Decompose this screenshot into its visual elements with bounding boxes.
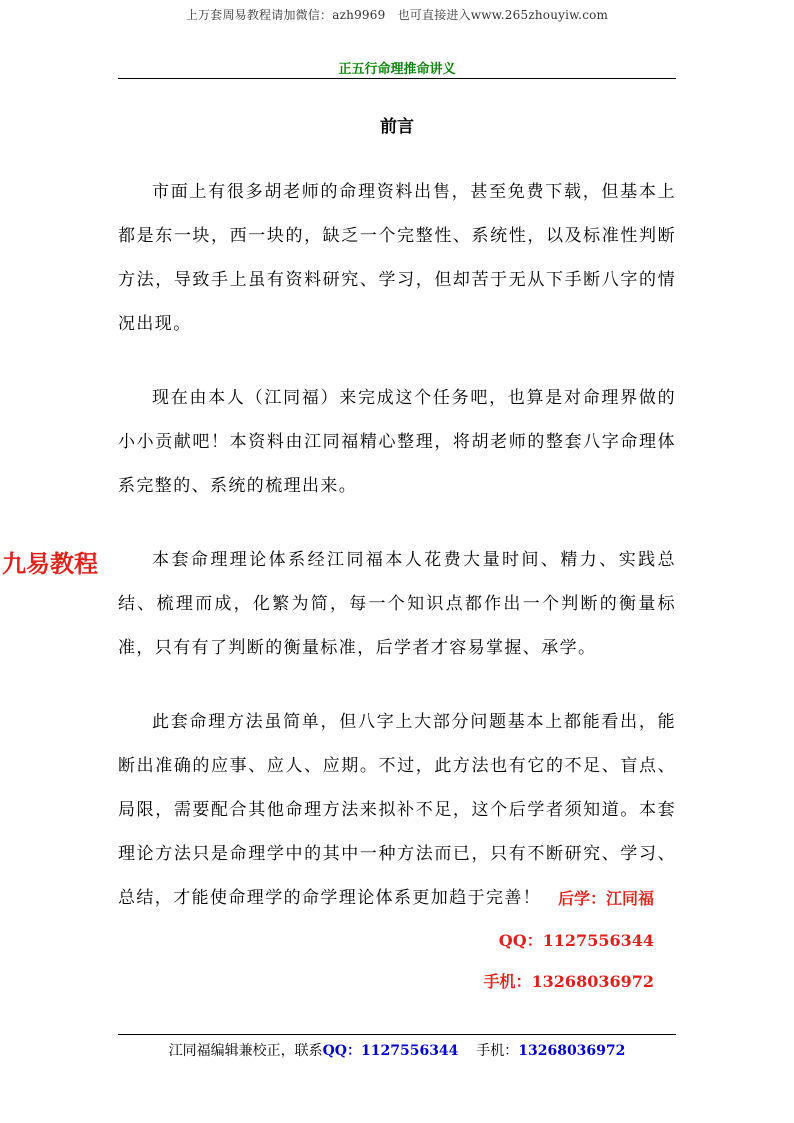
signature-phone: 手机：13268036972 bbox=[483, 972, 654, 991]
body-text bbox=[118, 170, 676, 950]
footer-phone-number: 13268036972 bbox=[518, 1043, 626, 1059]
header-divider bbox=[118, 78, 676, 79]
paragraph: 此套命理方法虽简单，但八字上大部分问题基本上都能看出，能断出准确的应事、应人、应期。不过，此方法也有它的不足、盲点、局限，需要配合其他命理方法来拟补不足，这个后学者须知道。本套理论方法只是命理学中的其中一种方法而已，只有不断研究、学习、总结，才能使命理学的命学理论体系更加趋于完善！ bbox=[118, 712, 676, 908]
signature-name: 后学：江同福 bbox=[557, 889, 654, 908]
paragraph: 现在由本人（江同福）来完成这个任务吧，也算是对命理界做的小小贡献吧！本资料由江同福精心整理，将胡老师的整套八字命理体系完整的、系统的梳理出来。 bbox=[118, 388, 676, 496]
signature-qq: QQ：1127556344 bbox=[498, 931, 654, 950]
paragraph: 本套命理理论体系经江同福本人花费大量时间、精力、实践总结、梳理而成，化繁为简，每一个知识点都作出一个判断的衡量标准，只有有了判断的衡量标准，后学者才容易掌握、承学。 bbox=[118, 550, 676, 658]
top-banner: 上万套周易教程请加微信：azh9969 也可直接进入www.265zhouyiw.com bbox=[185, 8, 609, 22]
footer-divider bbox=[118, 1034, 676, 1035]
watermark-logo: 九易教程 bbox=[2, 550, 98, 578]
footer-qq: QQ：1127556344 bbox=[322, 1043, 459, 1059]
paragraph: 市面上有很多胡老师的命理资料出售，甚至免费下载，但基本上都是东一块，西一块的，缺乏一个完整性、系统性，以及标准性判断方法，导致手上虽有资料研究、学习，但却苦于无从下手断八字的情况出现。 bbox=[118, 182, 676, 334]
footer-phone-label: 手机： bbox=[476, 1043, 519, 1059]
document-header-title: 正五行命理推命讲义 bbox=[338, 62, 456, 77]
page-title: 前言 bbox=[380, 117, 414, 137]
footer-prefix: 江同福编辑兼校正，联系 bbox=[168, 1043, 323, 1059]
page-footer bbox=[0, 1040, 794, 1060]
